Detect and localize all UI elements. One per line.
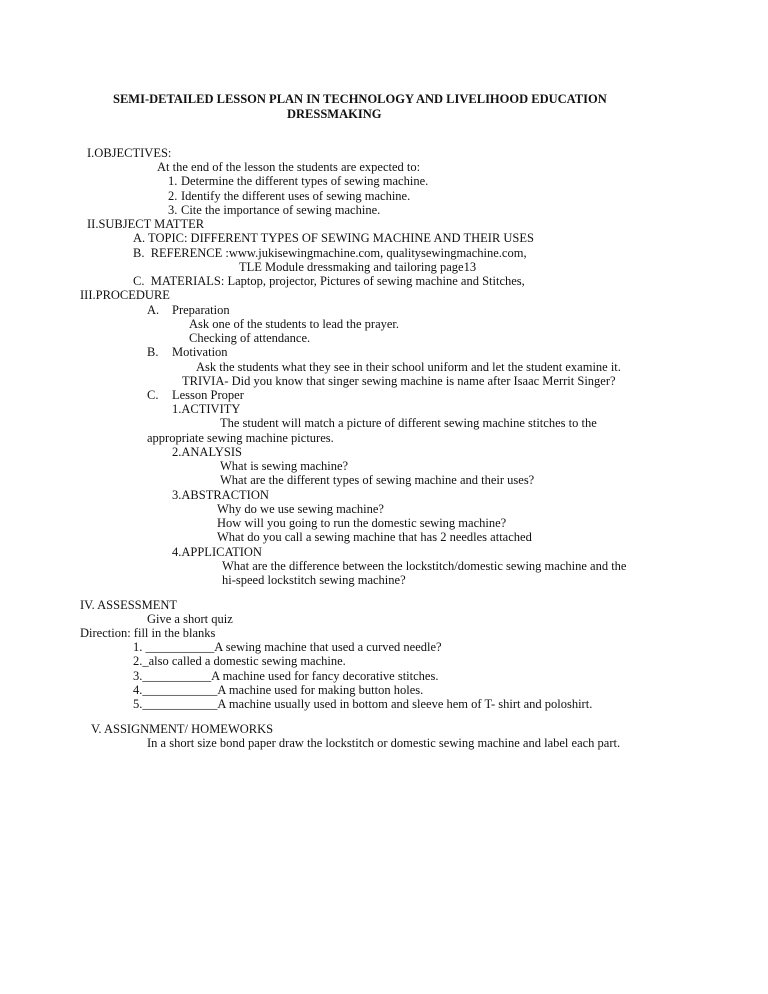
lesson-label: C.	[147, 388, 159, 402]
preparation-label: A.	[147, 303, 160, 317]
activity-line: The student will match a picture of different sewing machine stitches to the	[220, 416, 597, 430]
assignment-heading: V. ASSIGNMENT/ HOMEWORKS	[91, 722, 274, 736]
assignment-text: In a short size bond paper draw the lockstitch or domestic sewing machine and label each part.	[147, 736, 621, 750]
quiz-item: 1. ___________A sewing machine that used a curved needle?	[133, 640, 442, 654]
analysis-line: What are the different types of sewing machine and their uses?	[220, 473, 535, 487]
motivation-title: Motivation	[172, 345, 228, 359]
activity-title: 1.ACTIVITY	[172, 402, 241, 416]
reference-line: B. REFERENCE :www.jukisewingmachine.com, qualitysewingmachine.com,	[133, 246, 527, 260]
abstraction-line: How will you going to run the domestic sewing machine?	[217, 516, 507, 530]
materials-line: C. MATERIALS: Laptop, projector, Pictures of sewing machine and Stitches,	[133, 274, 525, 288]
document-subtitle: DRESSMAKING	[287, 107, 382, 121]
objectives-heading: I.OBJECTIVES:	[87, 146, 172, 160]
lesson-title: Lesson Proper	[172, 388, 244, 402]
assessment-intro: Give a short quiz	[147, 612, 233, 626]
objectives-intro: At the end of the lesson the students are expected to:	[157, 160, 421, 174]
objective-item: Cite the importance of sewing machine.	[181, 203, 381, 217]
objective-item: Determine the different types of sewing machine.	[181, 174, 429, 188]
motivation-line: Ask the students what they see in their school uniform and let the student examine it.	[196, 360, 621, 374]
quiz-item: 4.____________A machine used for making button holes.	[133, 683, 424, 697]
reference-line-2: TLE Module dressmaking and tailoring page13	[239, 260, 477, 274]
trivia-line: TRIVIA- Did you know that singer sewing machine is name after Isaac Merrit Singer?	[182, 374, 616, 388]
objective-number: 2.	[168, 189, 178, 203]
preparation-title: Preparation	[172, 303, 230, 317]
application-line: What are the difference between the lockstitch/domestic sewing machine and the	[222, 559, 627, 573]
quiz-item: 3.___________A machine used for fancy decorative stitches.	[133, 669, 439, 683]
preparation-line: Ask one of the students to lead the prayer.	[189, 317, 400, 331]
topic-line: A. TOPIC: DIFFERENT TYPES OF SEWING MACHINE AND THEIR USES	[133, 231, 534, 245]
application-title: 4.APPLICATION	[172, 545, 262, 559]
analysis-title: 2.ANALYSIS	[172, 445, 242, 459]
objective-number: 1.	[168, 174, 178, 188]
application-line: hi-speed lockstitch sewing machine?	[222, 573, 406, 587]
objective-item: Identify the different uses of sewing machine.	[181, 189, 411, 203]
motivation-label: B.	[147, 345, 159, 359]
subject-matter-heading: II.SUBJECT MATTER	[87, 217, 205, 231]
quiz-item: 5.____________A machine usually used in bottom and sleeve hem of T- shirt and poloshirt.	[133, 697, 593, 711]
quiz-item: 2._also called a domestic sewing machine.	[133, 654, 346, 668]
preparation-line: Checking of attendance.	[189, 331, 311, 345]
abstraction-line: Why do we use sewing machine?	[217, 502, 384, 516]
assessment-direction: Direction: fill in the blanks	[80, 626, 216, 640]
assessment-heading: IV. ASSESSMENT	[80, 598, 178, 612]
activity-line: appropriate sewing machine pictures.	[147, 431, 334, 445]
analysis-line: What is sewing machine?	[220, 459, 349, 473]
document-title: SEMI-DETAILED LESSON PLAN IN TECHNOLOGY AND LIVELIHOOD EDUCATION	[113, 92, 607, 106]
abstraction-title: 3.ABSTRACTION	[172, 488, 269, 502]
procedure-heading: III.PROCEDURE	[80, 288, 170, 302]
objective-number: 3.	[168, 203, 178, 217]
abstraction-line: What do you call a sewing machine that has 2 needles attached	[217, 530, 532, 544]
